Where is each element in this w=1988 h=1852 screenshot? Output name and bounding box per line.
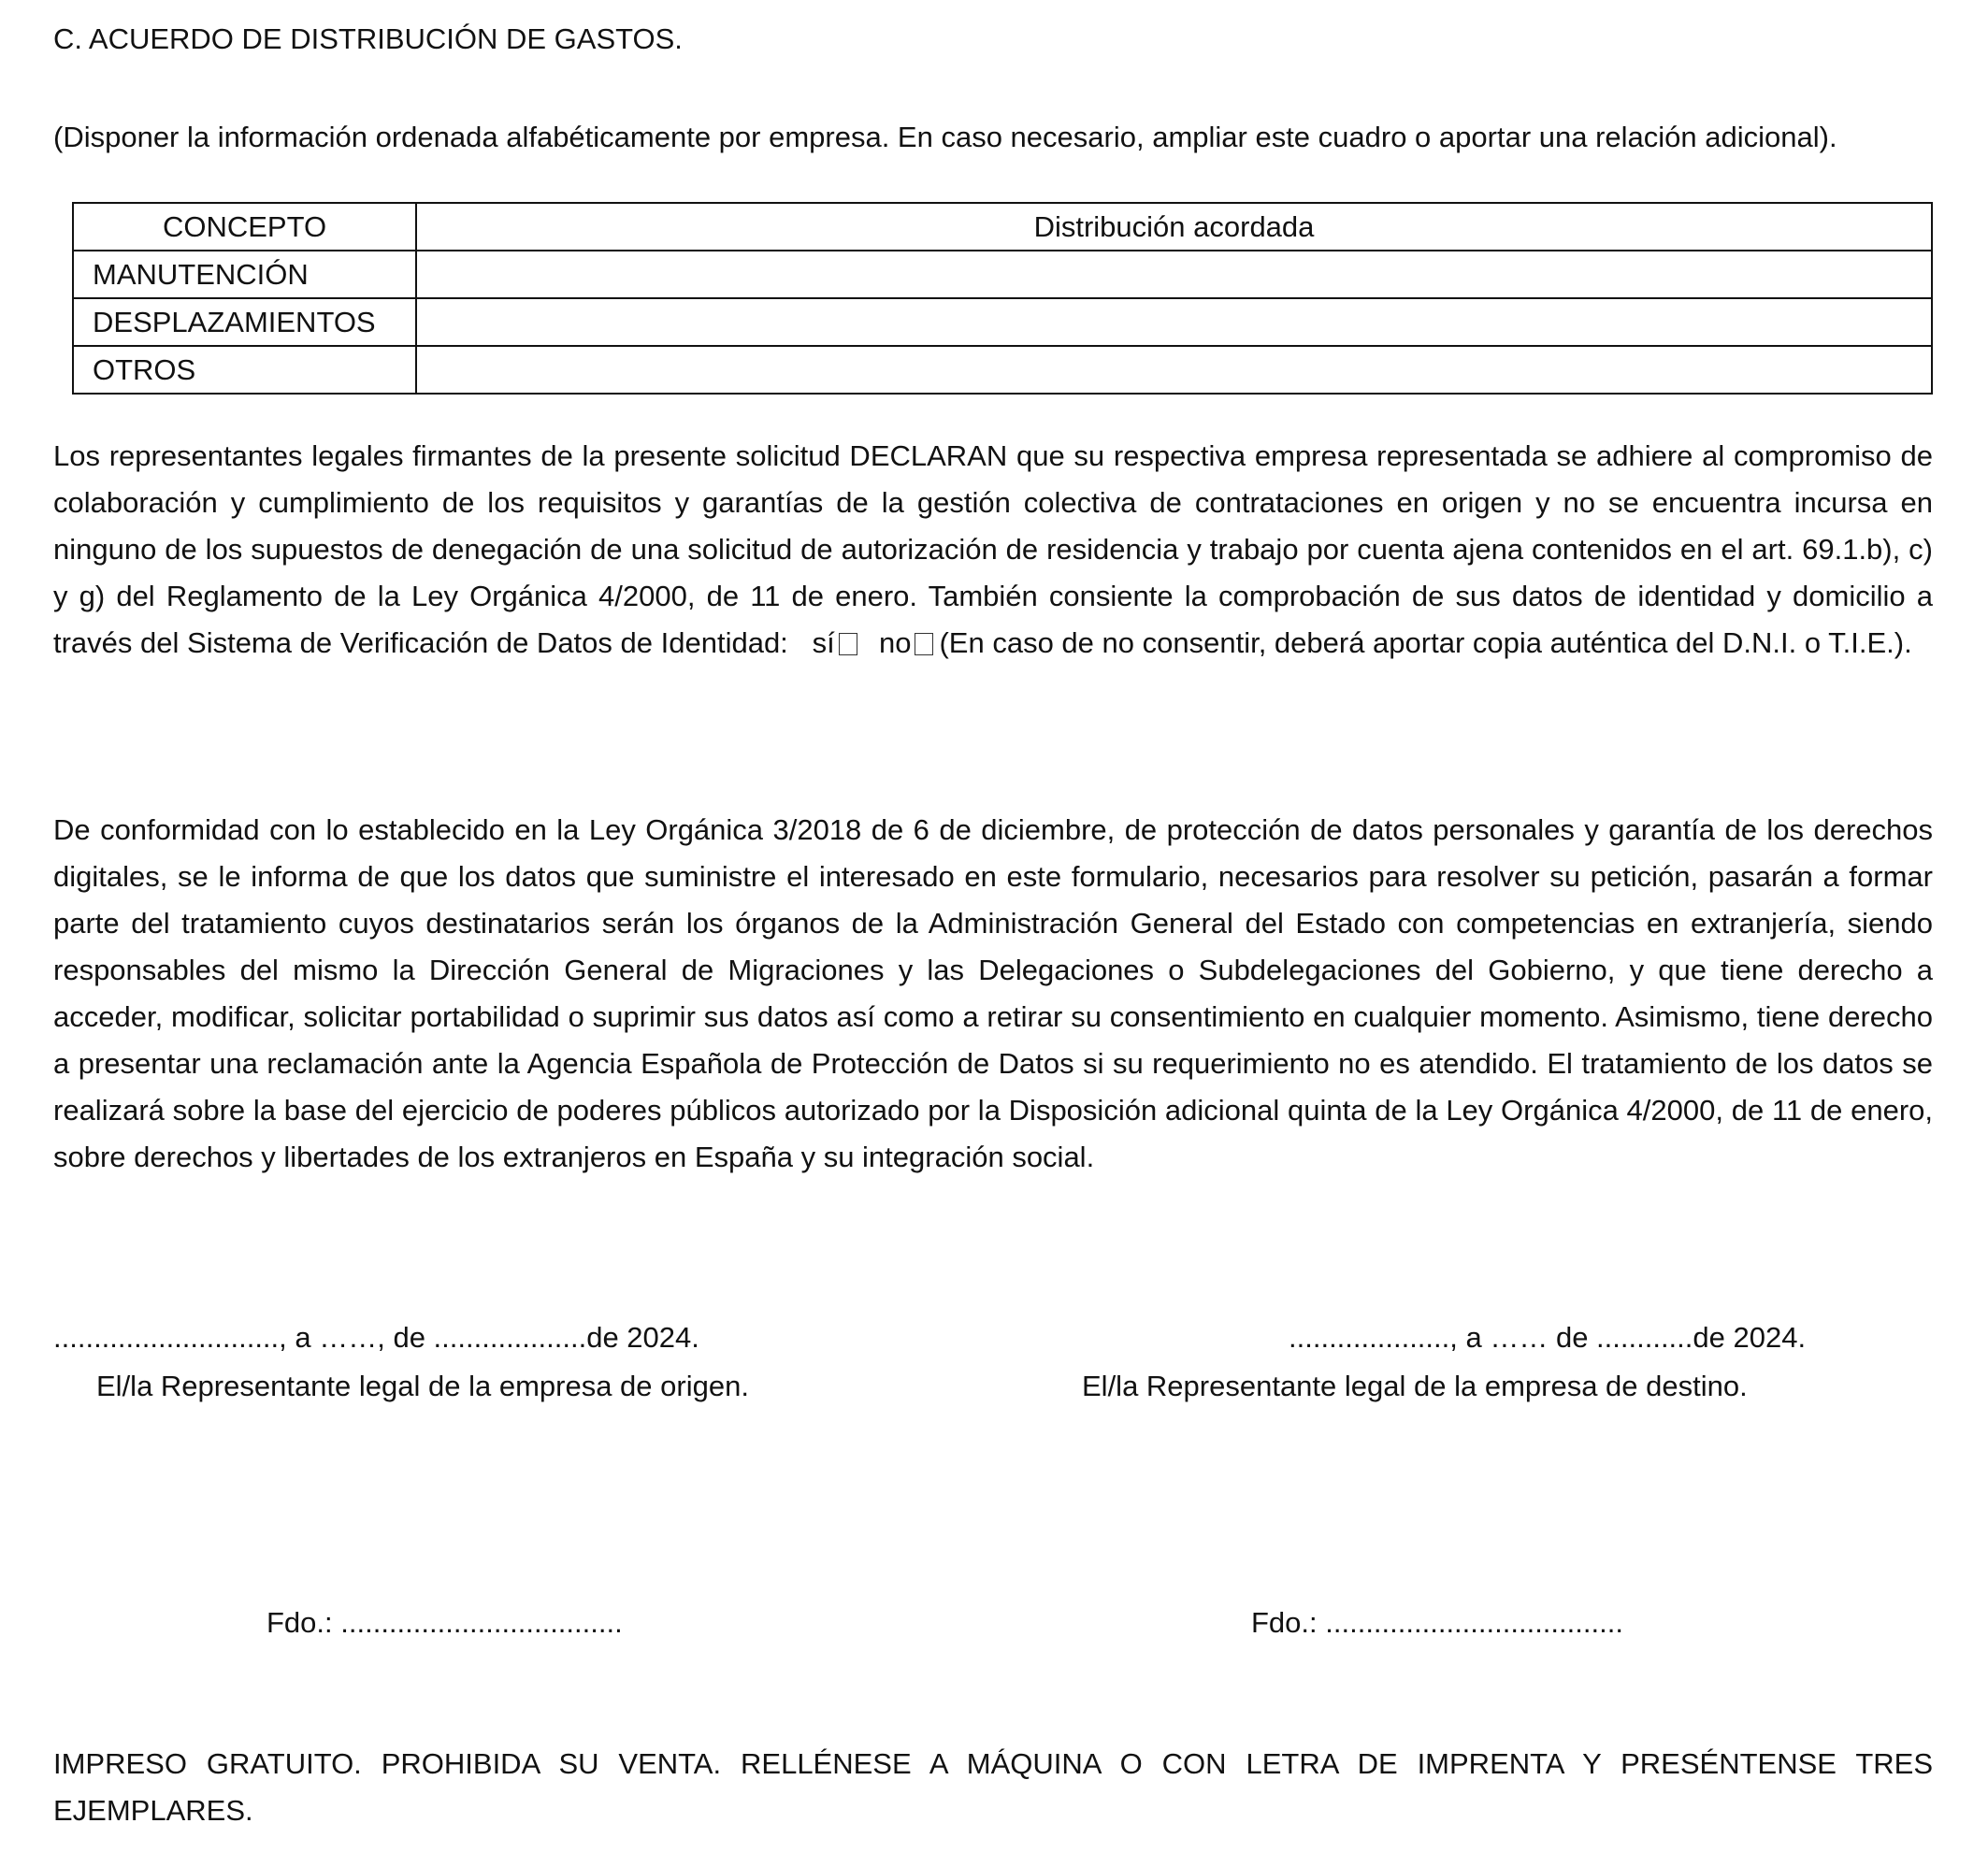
origin-date-field[interactable]: ............................, a ……, de ...................de 2024. xyxy=(53,1321,699,1354)
column-header-distribution: Distribución acordada xyxy=(416,203,1932,251)
column-header-concept: CONCEPTO xyxy=(73,203,416,251)
destination-signature-field[interactable]: Fdo.: ..................................... xyxy=(1251,1606,1623,1639)
table-row xyxy=(73,346,1932,394)
concept-cell: OTROS xyxy=(73,346,416,394)
distribution-field[interactable] xyxy=(416,251,1932,298)
distribution-field[interactable] xyxy=(416,346,1932,394)
declaration-text: Los representantes legales firmantes de la presente solicitud DECLARAN que su respectiva empresa representada se adhiere al compromiso de colaboración y cumplimiento de los requisitos y garantías de la gestión colectiva de contrataciones en origen y no se encuentra incursa en ninguno de los supuestos de denegación de una solicitud de autorización de residencia y trabajo por cuenta ajena contenidos en el art. 69.1.b), c) y g) del Reglamento de la Ley Orgánica 4/2000, de 11 de enero. También consiente la comprobación de sus datos de identidad y domicilio a través del Sistema de Verificación de Datos de Identidad: xyxy=(53,439,1933,659)
destination-representative-label: El/la Representante legal de la empresa de destino. xyxy=(1082,1370,1748,1402)
origin-representative-label: El/la Representante legal de la empresa de origen. xyxy=(96,1370,749,1402)
consent-yes-label: sí xyxy=(812,626,835,659)
consent-no-checkbox[interactable] xyxy=(915,633,933,655)
concept-cell: MANUTENCIÓN xyxy=(73,251,416,298)
table-row xyxy=(73,298,1932,346)
section-heading: C. ACUERDO DE DISTRIBUCIÓN DE GASTOS. xyxy=(53,22,683,55)
destination-date-field[interactable]: ...................., a …… de ............de 2024. xyxy=(1289,1321,1807,1354)
declaration-note: (En caso de no consentir, deberá aportar copia auténtica del D.N.I. o T.I.E.). xyxy=(939,626,1912,659)
distribution-field[interactable] xyxy=(416,298,1932,346)
concept-cell: DESPLAZAMIENTOS xyxy=(73,298,416,346)
footer-notice: IMPRESO GRATUITO. PROHIBIDA SU VENTA. RELLÉNESE A MÁQUINA O CON LETRA DE IMPRENTA Y PRESÉNTENSE TRES EJEMPLARES. xyxy=(53,1747,1933,1827)
consent-yes-checkbox[interactable] xyxy=(839,633,857,655)
table-row xyxy=(73,251,1932,298)
privacy-notice: De conformidad con lo establecido en la Ley Orgánica 3/2018 de 6 de diciembre, de protección de datos personales y garantía de los derechos digitales, se le informa de que los datos que suministre el interesado en este formulario, necesarios para resolver su petición, pasarán a formar parte del tratamiento cuyos destinatarios serán los órganos de la Administración General del Estado con competencias en extranjería, siendo responsables del mismo la Dirección General de Migraciones y las Delegaciones o Subdelegaciones del Gobierno, y que tiene derecho a acceder, modificar, solicitar portabilidad o suprimir sus datos así como a retirar su consentimiento en cualquier momento. Asimismo, tiene derecho a presentar una reclamación ante la Agencia Española de Protección de Datos si su requerimiento no es atendido. El tratamiento de los datos se realizará sobre la base del ejercicio de poderes públicos autorizado por la Disposición adicional quinta de la Ley Orgánica 4/2000, de 11 de enero, sobre derechos y libertades de los extranjeros en España y su integración social. xyxy=(53,813,1933,1173)
consent-no-label: no xyxy=(879,626,912,659)
table-header-row xyxy=(73,203,1932,251)
instruction-text: (Disponer la información ordenada alfabéticamente por empresa. En caso necesario, ampliar este cuadro o aportar una relación adicional). xyxy=(53,121,1837,153)
expense-distribution-table xyxy=(72,202,1933,395)
origin-signature-field[interactable]: Fdo.: ................................... xyxy=(267,1606,623,1639)
declaration-paragraph xyxy=(53,433,1933,667)
